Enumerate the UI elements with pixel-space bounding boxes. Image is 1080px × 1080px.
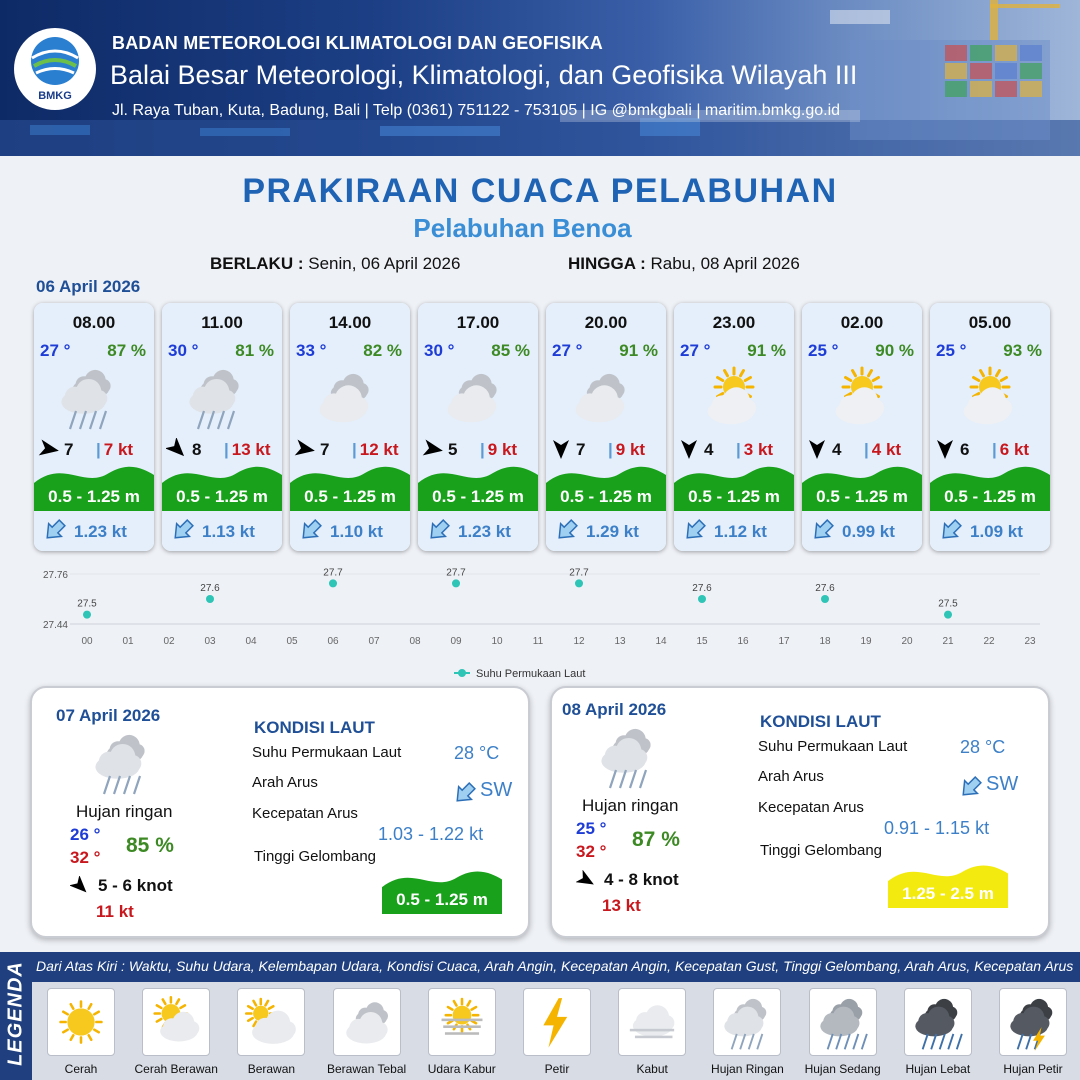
- x-tick-label: 08: [409, 636, 421, 647]
- daily-panel: [550, 686, 1050, 938]
- weather-condition: Hujan ringan: [582, 796, 679, 815]
- x-tick-label: 22: [983, 636, 995, 647]
- wind-gust: 11 kt: [96, 902, 134, 921]
- legend-icon-box: [142, 988, 210, 1056]
- current-row: [290, 511, 410, 551]
- forecast-time: 08.00: [72, 313, 116, 332]
- thick-cloud-icon: [310, 363, 394, 433]
- valid-to-label: HINGGA :: [568, 254, 646, 273]
- legend-item-label: Hujan Ringan: [711, 1062, 784, 1076]
- cloudy-sun-icon: [950, 363, 1034, 433]
- humidity: 87 %: [632, 828, 680, 851]
- x-tick-label: 12: [573, 636, 585, 647]
- current-row: [930, 511, 1050, 551]
- legend-item: [803, 988, 883, 1076]
- wind-speed: 6: [960, 440, 970, 459]
- legend-item: [41, 988, 121, 1076]
- forecast-humidity: 87 %: [107, 341, 146, 360]
- current-speed: 1.12 kt: [714, 522, 767, 541]
- x-tick-label: 03: [204, 636, 216, 647]
- x-tick-label: 19: [860, 636, 872, 647]
- haze-icon: [433, 993, 491, 1051]
- light-rain-icon: [88, 728, 162, 798]
- wave-height: 0.5 - 1.25 m: [48, 487, 140, 506]
- sst-data-point: [452, 579, 460, 587]
- temperature-min: 26 °: [70, 825, 101, 844]
- office-contact: Jl. Raya Tuban, Kuta, Badung, Bali | Telp (0361) 751122 - 753105 | IG @bmkgbali | maritim.bmkg.go.id: [112, 102, 841, 119]
- x-tick-label: 21: [942, 636, 954, 647]
- legend-side-title: LEGENDA: [0, 952, 32, 1080]
- sst-data-point: [206, 595, 214, 603]
- wind-gust: [224, 440, 271, 460]
- current-direction-label: Arah Arus: [252, 774, 318, 791]
- wind-speed-range: 5 - 6 knot: [98, 876, 173, 895]
- wind-direction-arrow-icon: [294, 438, 316, 460]
- legend-item-label: Kabut: [636, 1062, 668, 1076]
- x-tick-label: 18: [819, 636, 831, 647]
- x-tick-label: 13: [614, 636, 626, 647]
- wind-speed: 7: [576, 440, 586, 459]
- forecast-card: [930, 303, 1050, 551]
- wave-height: 0.5 - 1.25 m: [816, 487, 908, 506]
- legend-item: [422, 988, 502, 1076]
- current-row: [34, 511, 154, 551]
- current-speed: 1.29 kt: [586, 522, 639, 541]
- wave-height-label: Tinggi Gelombang: [760, 842, 883, 859]
- panel-date: 07 April 2026: [56, 706, 161, 725]
- gust-value: 9 kt: [615, 440, 646, 459]
- current-direction-arrow-icon: [298, 517, 324, 543]
- current-direction-arrow-icon: [170, 517, 196, 543]
- sun-cloud-icon: [147, 993, 205, 1051]
- wind-gust: [864, 440, 901, 460]
- forecast-time: 05.00: [968, 313, 1012, 332]
- x-tick-label: 16: [737, 636, 749, 647]
- sst-value: 28 °C: [960, 737, 1006, 757]
- wind-speed: 8: [192, 440, 202, 459]
- current-direction-value: SW: [986, 773, 1019, 795]
- current-speed: 0.99 kt: [842, 522, 895, 541]
- forecast-time: 23.00: [712, 313, 756, 332]
- legend-icon-box: [47, 988, 115, 1056]
- current-speed: 1.23 kt: [458, 522, 511, 541]
- header-banner: [0, 0, 1080, 156]
- forecast-temperature: 30 °: [168, 341, 199, 360]
- x-tick-label: 02: [163, 636, 175, 647]
- valid-to-value: Rabu, 08 April 2026: [650, 254, 800, 273]
- valid-from: [210, 254, 460, 274]
- gust-value: 9 kt: [487, 440, 518, 459]
- forecast-humidity: 85 %: [491, 341, 530, 360]
- heavy-rain-icon: [909, 993, 967, 1051]
- forecast-temperature: 30 °: [424, 341, 455, 360]
- forecast-humidity: 93 %: [1003, 341, 1042, 360]
- separator: |: [480, 440, 485, 459]
- gust-value: 7 kt: [103, 440, 134, 459]
- wind-direction-arrow-icon: [38, 438, 60, 460]
- forecast-time: 14.00: [328, 313, 372, 332]
- forecast-card: [418, 303, 538, 551]
- agency-name: BADAN METEOROLOGI KLIMATOLOGI DAN GEOFISIKA: [112, 33, 603, 53]
- sst-data-point: [83, 611, 91, 619]
- bmkg-logo-text: BMKG: [38, 90, 72, 102]
- cloudy-sun-icon: [822, 363, 906, 433]
- legend-icon-box: [237, 988, 305, 1056]
- forecast-humidity: 91 %: [619, 341, 658, 360]
- wind-speed: 5: [448, 440, 458, 459]
- legend-item-label: Berawan Tebal: [327, 1062, 407, 1076]
- sst-data-label: 27.7: [446, 567, 466, 579]
- legend-item-label: Hujan Sedang: [804, 1062, 881, 1076]
- separator: |: [224, 440, 229, 459]
- forecast-temperature: 27 °: [40, 341, 71, 360]
- current-direction-arrow-icon: [938, 517, 964, 543]
- wind-gust: 13 kt: [602, 896, 641, 915]
- sst-data-label: 27.5: [938, 598, 958, 610]
- thick-cloud-icon: [438, 363, 522, 433]
- legend-item: [993, 988, 1073, 1076]
- current-speed-value: 0.91 - 1.15 kt: [884, 818, 990, 838]
- forecast-temperature: 27 °: [552, 341, 583, 360]
- current-direction-arrow-icon: [452, 780, 478, 806]
- legend: [0, 952, 1080, 1080]
- wave-height: 0.5 - 1.25 m: [688, 487, 780, 506]
- legend-item: [612, 988, 692, 1076]
- sst-value: 28 °C: [454, 743, 500, 763]
- rain-cloud-icon: [182, 363, 266, 433]
- light-rain-icon: [718, 993, 776, 1051]
- wind-speed: 4: [832, 440, 842, 459]
- sst-data-point: [698, 595, 706, 603]
- sea-surface-temperature-chart: [30, 560, 1050, 685]
- sst-label: Suhu Permukaan Laut: [758, 738, 908, 755]
- y-tick-label: 27.44: [42, 620, 68, 631]
- legend-icon-box: [523, 988, 591, 1056]
- forecast-humidity: 81 %: [235, 341, 274, 360]
- forecast-temperature: 27 °: [680, 341, 711, 360]
- wind-direction-arrow-icon: [550, 438, 572, 460]
- bmkg-logo: [14, 28, 96, 110]
- current-row: [162, 511, 282, 551]
- legend-icon-box: [809, 988, 877, 1056]
- current-direction-arrow-icon: [42, 517, 68, 543]
- forecast-card: [162, 303, 282, 551]
- legend-item: [134, 988, 218, 1076]
- forecast-time: 02.00: [840, 313, 884, 332]
- sst-data-label: 27.7: [569, 567, 589, 579]
- wind-speed: 7: [320, 440, 330, 459]
- valid-from-label: BERLAKU :: [210, 254, 304, 273]
- current-speed: 1.13 kt: [202, 522, 255, 541]
- x-tick-label: 14: [655, 636, 667, 647]
- wind-gust: [480, 440, 517, 460]
- legend-item: [231, 988, 311, 1076]
- wind-gust: [992, 440, 1029, 460]
- sst-data-point: [329, 579, 337, 587]
- current-speed: 1.09 kt: [970, 522, 1023, 541]
- current-row: [802, 511, 922, 551]
- x-tick-label: 05: [286, 636, 298, 647]
- wind-speed: 7: [64, 440, 74, 459]
- wind-direction-arrow-icon: [576, 870, 596, 890]
- wind-direction-arrow-icon: [934, 438, 956, 460]
- current-direction-arrow-icon: [554, 517, 580, 543]
- wind-gust: [608, 440, 645, 460]
- y-tick-label: 27.76: [42, 570, 68, 581]
- separator: |: [864, 440, 869, 459]
- thick-cloud-icon: [338, 993, 396, 1051]
- wave-height: 0.5 - 1.25 m: [560, 487, 652, 506]
- gust-value: 6 kt: [999, 440, 1030, 459]
- office-name: Balai Besar Meteorologi, Klimatologi, dan Geofisika Wilayah III: [110, 60, 858, 90]
- lightning-icon: [528, 993, 586, 1051]
- wind-gust: [352, 440, 399, 460]
- legend-icon-box: [904, 988, 972, 1056]
- legend-item: [327, 988, 407, 1076]
- current-speed: 1.23 kt: [74, 522, 127, 541]
- legend-item-label: Hujan Lebat: [905, 1062, 971, 1076]
- thick-cloud-icon: [566, 363, 650, 433]
- x-tick-label: 15: [696, 636, 708, 647]
- legend-item: [517, 988, 597, 1076]
- moderate-rain-icon: [814, 993, 872, 1051]
- sst-data-label: 27.6: [692, 583, 712, 594]
- current-speed-label: Kecepatan Arus: [252, 805, 358, 822]
- sun-icon: [52, 993, 110, 1051]
- legend-description: Dari Atas Kiri : Waktu, Suhu Udara, Kelembapan Udara, Kondisi Cuaca, Arah Angin, Kecepatan Angin, Kecepatan Gust, Tinggi Gelombang, Arah Arus, Kecepatan Arus: [36, 958, 1074, 974]
- legend-item-label: Petir: [544, 1062, 570, 1076]
- x-tick-label: 00: [81, 636, 93, 647]
- wave-height-value: 1.25 - 2.5 m: [902, 884, 994, 903]
- temperature-max: 32 °: [70, 848, 101, 867]
- x-tick-label: 20: [901, 636, 913, 647]
- sst-data-point: [575, 579, 583, 587]
- current-direction-arrow-icon: [682, 517, 708, 543]
- separator: |: [736, 440, 741, 459]
- legend-marker: [458, 669, 466, 677]
- legend-icon-box: [713, 988, 781, 1056]
- current-speed-value: 1.03 - 1.22 kt: [378, 824, 484, 844]
- wind-gust: [96, 440, 133, 460]
- wind-direction-arrow-icon: [422, 438, 444, 460]
- sst-data-point: [821, 595, 829, 603]
- rain-cloud-icon: [54, 363, 138, 433]
- forecast-card: [674, 303, 794, 551]
- sst-label: Suhu Permukaan Laut: [252, 744, 402, 761]
- legend-item-label: Cerah: [64, 1062, 98, 1076]
- forecast-card: [802, 303, 922, 551]
- wave-height: 0.5 - 1.25 m: [304, 487, 396, 506]
- legend-icon-box: [999, 988, 1067, 1056]
- legend-item-label: Berawan: [247, 1062, 296, 1076]
- current-row: [418, 511, 538, 551]
- current-direction-arrow-icon: [810, 517, 836, 543]
- current-direction-arrow-icon: [426, 517, 452, 543]
- legend-description-bar: [32, 952, 1080, 982]
- forecast-card: [290, 303, 410, 551]
- wind-direction-arrow-icon: [70, 876, 90, 896]
- forecast-humidity: 90 %: [875, 341, 914, 360]
- current-direction-arrow-icon: [958, 774, 984, 800]
- separator: |: [96, 440, 101, 459]
- day1-date: 06 April 2026: [36, 277, 141, 296]
- thunderstorm-icon: [1004, 993, 1062, 1051]
- forecast-temperature: 25 °: [808, 341, 839, 360]
- x-tick-label: 07: [368, 636, 380, 647]
- sea-conditions-title: KONDISI LAUT: [254, 718, 375, 737]
- current-row: [674, 511, 794, 551]
- forecast-temperature: 33 °: [296, 341, 327, 360]
- wave-height: 0.5 - 1.25 m: [944, 487, 1036, 506]
- sst-data-point: [944, 611, 952, 619]
- wave-height: 0.5 - 1.25 m: [432, 487, 524, 506]
- separator: |: [352, 440, 357, 459]
- wind-gust: [736, 440, 773, 460]
- wave-height-label: Tinggi Gelombang: [254, 848, 377, 865]
- current-speed: 1.10 kt: [330, 522, 383, 541]
- forecast-humidity: 82 %: [363, 341, 402, 360]
- forecast-time: 17.00: [456, 313, 500, 332]
- current-speed-label: Kecepatan Arus: [758, 799, 864, 816]
- separator: |: [992, 440, 997, 459]
- gust-value: 3 kt: [743, 440, 774, 459]
- valid-to: [568, 254, 800, 274]
- wave-height-value: 0.5 - 1.25 m: [396, 890, 488, 909]
- temperature-max: 32 °: [576, 842, 607, 861]
- forecast-temperature: 25 °: [936, 341, 967, 360]
- forecast-time: 20.00: [584, 313, 628, 332]
- forecast-card: [34, 303, 154, 551]
- sst-data-label: 27.6: [200, 583, 220, 594]
- x-tick-label: 10: [491, 636, 503, 647]
- x-tick-label: 09: [450, 636, 462, 647]
- port-name: Pelabuhan Benoa: [413, 213, 632, 243]
- current-direction-label: Arah Arus: [758, 768, 824, 785]
- wind-speed-range: 4 - 8 knot: [604, 870, 679, 889]
- gust-value: 12 kt: [359, 440, 399, 459]
- forecast-card: [546, 303, 666, 551]
- legend-item: [898, 988, 978, 1076]
- sst-data-label: 27.6: [815, 583, 835, 594]
- legend-item: [707, 988, 787, 1076]
- light-rain-icon: [594, 722, 668, 792]
- sea-conditions-title: KONDISI LAUT: [760, 712, 881, 731]
- cloudy-sun-icon: [694, 363, 778, 433]
- x-tick-label: 17: [778, 636, 790, 647]
- fog-icon: [623, 993, 681, 1051]
- daily-panel: [30, 686, 530, 938]
- panel-date: 08 April 2026: [562, 700, 667, 719]
- wind-direction-arrow-icon: [806, 438, 828, 460]
- x-tick-label: 11: [532, 636, 544, 647]
- page-title: PRAKIRAAN CUACA PELABUHAN: [242, 172, 838, 210]
- wind-speed: 4: [704, 440, 714, 459]
- x-tick-label: 06: [327, 636, 339, 647]
- weather-condition: Hujan ringan: [76, 802, 173, 821]
- legend-icon-box: [333, 988, 401, 1056]
- cloudy-icon: [242, 993, 300, 1051]
- forecast-time: 11.00: [201, 313, 243, 332]
- valid-from-value: Senin, 06 April 2026: [308, 254, 461, 273]
- wind-direction-arrow-icon: [678, 438, 700, 460]
- legend-item-label: Hujan Petir: [1003, 1062, 1063, 1076]
- x-tick-label: 04: [245, 636, 257, 647]
- temperature-min: 25 °: [576, 819, 607, 838]
- forecast-humidity: 91 %: [747, 341, 786, 360]
- current-row: [546, 511, 666, 551]
- gust-value: 13 kt: [231, 440, 271, 459]
- legend-icon-box: [618, 988, 686, 1056]
- wind-direction-arrow-icon: [166, 438, 188, 460]
- gust-value: 4 kt: [871, 440, 902, 459]
- legend-series-name: Suhu Permukaan Laut: [476, 668, 586, 680]
- wave-height: 0.5 - 1.25 m: [176, 487, 268, 506]
- sst-data-label: 27.7: [323, 567, 343, 579]
- x-tick-label: 23: [1024, 636, 1036, 647]
- humidity: 85 %: [126, 834, 174, 857]
- legend-item-label: Udara Kabur: [427, 1062, 496, 1076]
- sst-data-label: 27.5: [77, 598, 97, 610]
- x-tick-label: 01: [122, 636, 134, 647]
- legend-icon-box: [428, 988, 496, 1056]
- legend-item-label: Cerah Berawan: [134, 1062, 218, 1076]
- current-direction-value: SW: [480, 779, 513, 801]
- separator: |: [608, 440, 613, 459]
